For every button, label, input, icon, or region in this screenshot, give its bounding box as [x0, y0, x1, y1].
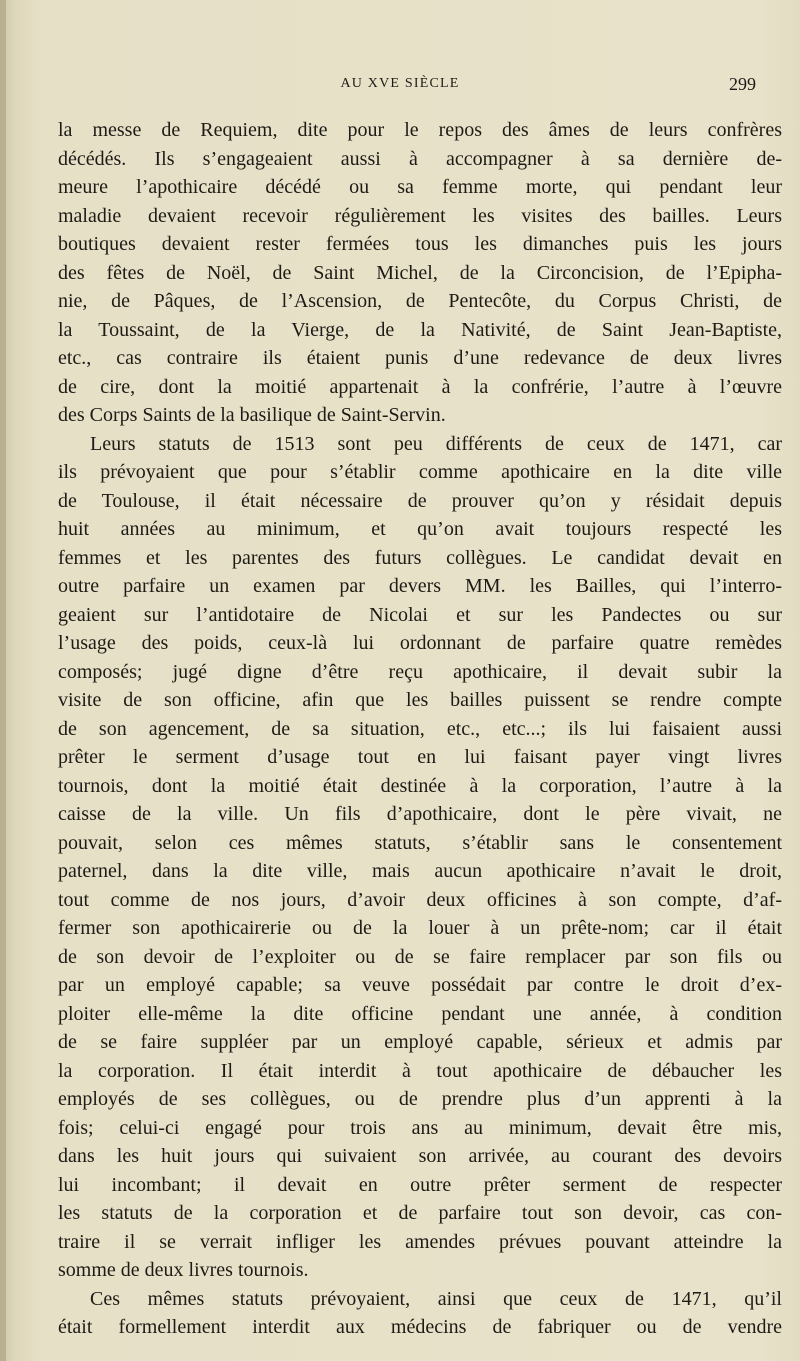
text-line: fermer son apothicairerie ou de la louer à un prête-nom; car il était [58, 917, 782, 939]
text-line: caisse de la ville. Un fils d’apothicaire, dont le père vivait, ne [58, 803, 782, 825]
text-line: visite de son officine, afin que les bailles puissent se rendre compte [58, 689, 782, 711]
text-line: maladie devaient recevoir régulièrement les visites des bailles. Leurs [58, 204, 782, 227]
text-line: lui incombant; il devait en outre prêter serment de respecter [58, 1173, 782, 1196]
text-line: nie, de Pâques, de l’Ascension, de Pentecôte, du Corpus Christi, de [58, 290, 782, 312]
text-line: était formellement interdit aux médecins de fabriquer ou de vendre [58, 1316, 782, 1338]
running-head [0, 76, 800, 98]
page-spine-edge [0, 0, 6, 1361]
text-line: des fêtes de Noël, de Saint Michel, de la Circoncision, de l’Epipha- [58, 261, 782, 284]
text-line: de se faire suppléer par un employé capable, sérieux et admis par [58, 1031, 782, 1053]
text-line: pouvait, selon ces mêmes statuts, s’établir sans le consentement [58, 831, 782, 854]
text-line: l’usage des poids, ceux-là lui ordonnant de parfaire quatre remèdes [58, 632, 782, 654]
text-line: de son devoir de l’exploiter ou de se faire remplacer par son fils ou [58, 945, 782, 968]
text-line: décédés. Ils s’engageaient aussi à accompagner à sa dernière de- [58, 147, 782, 170]
text-line: les statuts de la corporation et de parfaire tout son devoir, cas con- [58, 1202, 782, 1224]
text-line: la messe de Requiem, dite pour le repos des âmes de leurs confrères [58, 119, 782, 141]
page-number: 299 [729, 74, 756, 94]
text-line: ils prévoyaient que pour s’établir comme apothicaire en la dite ville [58, 461, 782, 483]
text-line: Ces mêmes statuts prévoyaient, ainsi que ceux de 1471, qu’il [90, 1287, 782, 1310]
text-line: de cire, dont la moitié appartenait à la confrérie, l’autre à l’œuvre [58, 375, 782, 398]
text-line: employés de ses collègues, ou de prendre plus d’un apprenti à la [58, 1088, 782, 1110]
text-line: outre parfaire un examen par devers MM. les Bailles, qui l’interro- [58, 575, 782, 597]
text-line: dans les huit jours qui suivaient son arrivée, au courant des devoirs [58, 1145, 782, 1167]
text-line: huit années au minimum, et qu’on avait toujours respecté les [58, 518, 782, 540]
text-line: de son agencement, de sa situation, etc., etc...; ils lui faisaient aussi [58, 717, 782, 740]
text-line: la Toussaint, de la Vierge, de la Nativité, de Saint Jean-Baptiste, [58, 318, 782, 341]
text-line: la corporation. Il était interdit à tout apothicaire de débaucher les [58, 1059, 782, 1082]
text-line: boutiques devaient rester fermées tous les dimanches puis les jours [58, 233, 782, 255]
text-line: par un employé capable; sa veuve possédait par contre le droit d’ex- [58, 974, 782, 996]
text-line: traire il se verrait infliger les amendes prévues pouvant atteindre la [58, 1230, 782, 1253]
text-line: meure l’apothicaire décédé ou sa femme morte, qui pendant leur [58, 176, 782, 198]
text-line: etc., cas contraire ils étaient punis d’une redevance de deux livres [58, 347, 782, 369]
text-line: somme de deux livres tournois. [58, 1259, 309, 1281]
text-line: Leurs statuts de 1513 sont peu différents de ceux de 1471, car [90, 432, 782, 455]
text-line: prêter le serment d’usage tout en lui faisant payer vingt livres [58, 746, 782, 768]
text-line: tournois, dont la moitié était destinée à la corporation, l’autre à la [58, 774, 782, 797]
running-title: AU XVE SIÈCLE [340, 76, 460, 91]
text-line: tout comme de nos jours, d’avoir deux officines à son compte, d’af- [58, 888, 782, 911]
text-line: composés; jugé digne d’être reçu apothicaire, il devait subir la [58, 660, 782, 683]
text-line: paternel, dans la dite ville, mais aucun apothicaire n’avait le droit, [58, 860, 782, 882]
text-line: fois; celui-ci engagé pour trois ans au minimum, devait être mis, [58, 1116, 782, 1139]
body-text [58, 116, 782, 1342]
text-line: ploiter elle-même la dite officine pendant une année, à condition [58, 1002, 782, 1025]
text-line: femmes et les parentes des futurs collègues. Le candidat devait en [58, 546, 782, 569]
text-line: geaient sur l’antidotaire de Nicolai et sur les Pandectes ou sur [58, 603, 782, 626]
text-line: des Corps Saints de la basilique de Saint-Servin. [58, 404, 446, 426]
text-line: de Toulouse, il était nécessaire de prouver qu’on y résidait depuis [58, 489, 782, 512]
